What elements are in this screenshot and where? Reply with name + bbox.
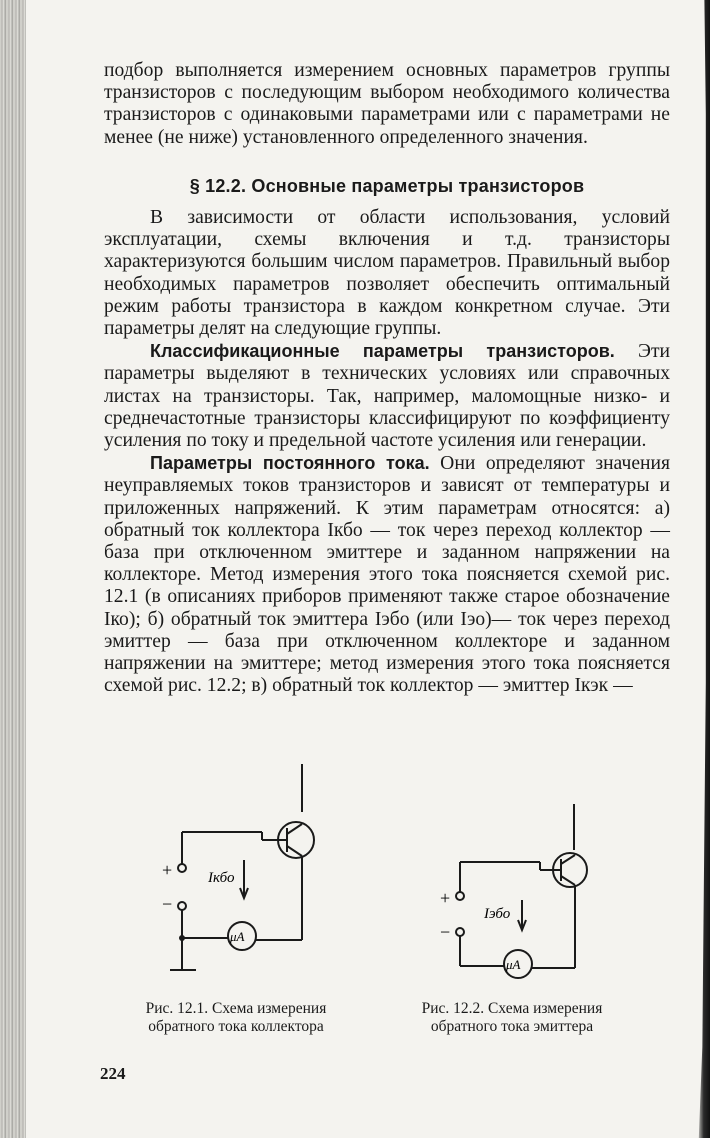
figures-area: [104, 764, 670, 1064]
paragraph-intro: подбор выполняется измерением основных параметров группы транзисторов с последующим выбором необходимого количества транзисторов с одинаковыми параметрами или с параметрами не менее (не ниже) установленного определенного значения.: [104, 60, 670, 148]
current-label: Iкбо: [208, 870, 235, 886]
meter-label: μA: [506, 957, 521, 972]
paragraph-1: В зависимости от области использования, условий эксплуатации, схемы включения и т.д. транзисторы характеризуются большим числом параметров. Правильный выбор необходимых параметров позволяет обеспечить оптимальный режим работы транзистора в каждом конкретном случае. Эти параметры делят на следующие группы.: [104, 207, 670, 340]
figure-12-1-diagram: [144, 764, 374, 994]
current-label: Iэбо: [484, 906, 511, 922]
book-binding: [0, 0, 26, 1138]
figure-12-2-caption: Рис. 12.2. Схема измерения обратного тока эмиттера: [421, 1000, 603, 1035]
paragraph-3-term: Параметры постоянного тока.: [150, 453, 430, 474]
paragraph-2: [104, 340, 670, 452]
page-edge-shadow: [696, 0, 710, 1138]
plus-label: +: [162, 860, 173, 880]
paragraph-2-term: Классификационные параметры транзисторов.: [150, 341, 615, 362]
paragraph-3-body: Они определяют значения неуправляемых токов транзисторов и зависят от температуры и приложенных напряжений. К этим параметрам относятся: а) обратный ток коллектора Iкбо — ток через переход коллектор — база при отключенном эмиттере и заданном напряжении на коллекторе. Метод измерения этого тока поясняется схемой рис. 12.1 (в описаниях приборов применяют также старое обозначение Iко); б) обратный ток эмиттера Iэбо (или Iэо)— ток через переход эмиттер — база при отключенном коллекторе и заданном напряжении на эмиттере; метод измерения этого тока поясняется схемой рис. 12.2; в) обратный ток коллектор — эмиттер Iкэк —: [104, 453, 671, 697]
page-number: 224: [100, 1064, 126, 1083]
transistor-emitter: [561, 855, 575, 864]
minus-label: −: [162, 894, 173, 914]
paragraph-2-body: Эти параметры выделяют в технических условиях или справочных листах на транзисторы. Так, например, маломощные низко- и среднечастотные транзисторы классифицируют по коэффициенту усиления по току и предельной частоте усиления или генерации.: [104, 341, 670, 452]
figure-12-2-diagram: [422, 764, 622, 994]
transistor-emitter: [287, 846, 302, 856]
minus-terminal: [456, 928, 464, 936]
body-text: [104, 60, 670, 697]
figure-12-1-caption: Рис. 12.1. Схема измерения обратного тока коллектора: [145, 1000, 327, 1035]
paragraph-3: [104, 452, 670, 697]
meter-label: μA: [230, 929, 245, 944]
plus-terminal: [456, 892, 464, 900]
minus-terminal: [178, 902, 186, 910]
plus-label: +: [440, 888, 451, 908]
section-heading: § 12.2. Основные параметры транзисторов: [189, 175, 585, 196]
junction-dot: [179, 935, 185, 941]
minus-label: −: [440, 922, 451, 942]
transistor-collector: [287, 824, 302, 834]
transistor-collector: [561, 876, 575, 885]
plus-terminal: [178, 864, 186, 872]
